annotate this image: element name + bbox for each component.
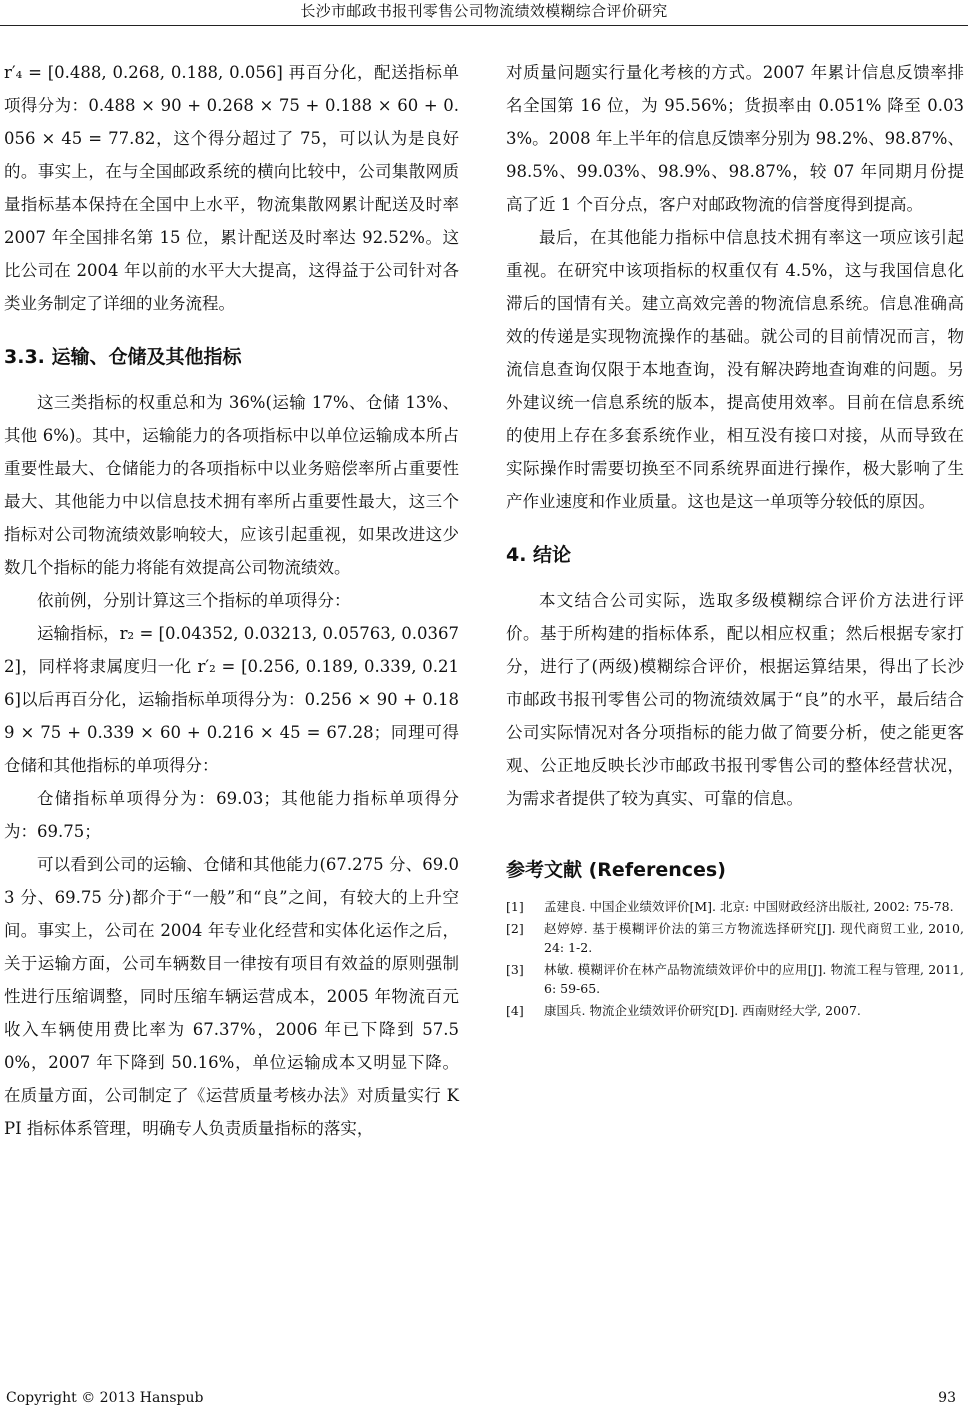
paragraph-storage-score: 仓储指标单项得分为：69.03；其他能力指标单项得分为：69.75； [4, 789, 459, 841]
reference-item [506, 1001, 964, 1020]
paragraph-conclusion: 本文结合公司实际，选取多级模糊综合评价方法进行评价。基于所构建的指标体系，配以相应权重；然后根据专家打分，进行了(两级)模糊综合评价，根据运算结果，得出了长沙市邮政书报刊零售公司的物流绩效属于“良”的水平，最后结合公司实际情况对各分项指标的能力做了简要分析，使之能更客观、公正地反映长沙市邮政书报刊零售公司的整体经营状况，为需求者提供了较为真实、可靠的信息。 [506, 591, 964, 808]
paragraph-quality: 对质量问题实行量化考核的方式。2007 年累计信息反馈率排名全国第 16 位，为 95.56%；货损率由 0.051% 降至 0.033%。2008 年上半年的信息反馈率分别为 98.2%、98.87%、98.5%、99.03%、98.9%、98.87%，较 07 年同期月份提高了近 1 个百分点，客户对邮政物流的信誉度得到提高。 [506, 63, 964, 214]
reference-number: [1] [506, 899, 524, 914]
page-number: 93 [938, 1390, 956, 1406]
paragraph-it-ownership: 最后，在其他能力指标中信息技术拥有率这一项应该引起重视。在研究中该项指标的权重仅有 4.5%，这与我国信息化滞后的国情有关。建立高效完善的物流信息系统。信息准确高效的传递是实现物流操作的基础。就公司的目前情况而言，物流信息查询仅限于本地查询，没有解决跨地查询难的问题。另外建议统一信息系统的版本，提高使用效率。目前在信息系统的使用上存在多套系统作业，相互没有接口对接，从而导致在实际操作时需要切换至不同系统界面进行操作，极大影响了生产作业速度和作业质量。这也是这一单项等分较低的原因。 [506, 228, 964, 511]
paragraph-transport-score: 运输指标，r₂ = [0.04352, 0.03213, 0.05763, 0.03672]，同样将隶属度归一化 r′₂ = [0.256, 0.189, 0.339, 0.216]以后再百分化，运输指标单项得分为：0.256 × 90 + 0.189 × 75 + 0.339 × 60 + 0.216 × 45 = 67.28；同理可得仓储和其他指标的单项得分： [4, 624, 459, 775]
references-heading: 参考文献 (References) [506, 859, 726, 881]
paragraph-distribution-score: r′₄ = [0.488, 0.268, 0.188, 0.056] 再百分化，配送指标单项得分为：0.488 × 90 + 0.268 × 75 + 0.188 × 60 + 0.056 × 45 = 77.82，这个得分超过了 75，可以认为是良好的。事实上，在与全国邮政系统的横向比较中，公司集散网质量指标基本保持在全国中上水平，物流集散网累计配送及时率 2007 年全国排名第 15 位，累计配送及时率达 92.52%。这比公司在 2004 年以前的水平大大提高，这得益于公司针对各类业务制定了详细的业务流程。 [4, 63, 459, 313]
references-list [506, 897, 964, 1020]
reference-item [506, 897, 964, 916]
copyright-notice: Copyright © 2013 Hanspub [6, 1390, 204, 1406]
reference-item [506, 919, 964, 957]
running-title: 长沙市邮政书报刊零售公司物流绩效模糊综合评价研究 [300, 2, 668, 20]
right-column [506, 56, 964, 1023]
left-column [4, 56, 459, 1145]
reference-item [506, 960, 964, 998]
paragraph-analysis: 可以看到公司的运输、仓储和其他能力(67.275 分、69.03 分、69.75 分)都介于“一般”和“良”之间，有较大的上升空间。事实上，公司在 2004 年专业化经营和实体化运作之后，关于运输方面，公司车辆数目一律按有项目有效益的原则强制性进行压缩调整，同时压缩车辆运营成本，2005 年物流百元收入车辆使用费比率为 67.37%，2006 年已下降到 57.50%，2007 年下降到 50.16%，单位运输成本又明显下降。在质量方面，公司制定了《运营质量考核办法》对质量实行 KPI 指标体系管理，明确专人负责质量指标的落实， [4, 855, 459, 1138]
reference-text: 林敏. 模糊评价在林产品物流绩效评价中的应用[J]. 物流工程与管理, 2011, 6: 59-65. [544, 962, 964, 996]
page-footer [6, 1390, 956, 1406]
reference-number: [2] [506, 921, 524, 936]
paragraph-weights: 这三类指标的权重总和为 36%(运输 17%、仓储 13%、其他 6%)。其中，运输能力的各项指标中以单位运输成本所占重要性最大、仓储能力的各项指标中以业务赔偿率所占重要性最大、其他能力中以信息技术拥有率所占重要性最大，这三个指标对公司物流绩效影响较大，应该引起重视，如果改进这少数几个指标的能力将能有效提高公司物流绩效。 [4, 393, 459, 577]
reference-text: 赵婷婷. 基于模糊评价法的第三方物流选择研究[J]. 现代商贸工业, 2010, 24: 1-2. [544, 921, 964, 955]
running-header [0, 0, 968, 26]
section-heading-3-3: 3.3. 运输、仓储及其他指标 [4, 346, 242, 368]
reference-number: [4] [506, 1003, 524, 1018]
reference-text: 康国兵. 物流企业绩效评价研究[D]. 西南财经大学, 2007. [544, 1003, 861, 1018]
reference-text: 孟建良. 中国企业绩效评价[M]. 北京: 中国财政经济出版社, 2002: 75-78. [544, 899, 954, 914]
section-heading-conclusion: 4. 结论 [506, 544, 572, 566]
paragraph-calc-intro: 依前例，分别计算这三个指标的单项得分： [37, 591, 351, 610]
reference-number: [3] [506, 962, 524, 977]
